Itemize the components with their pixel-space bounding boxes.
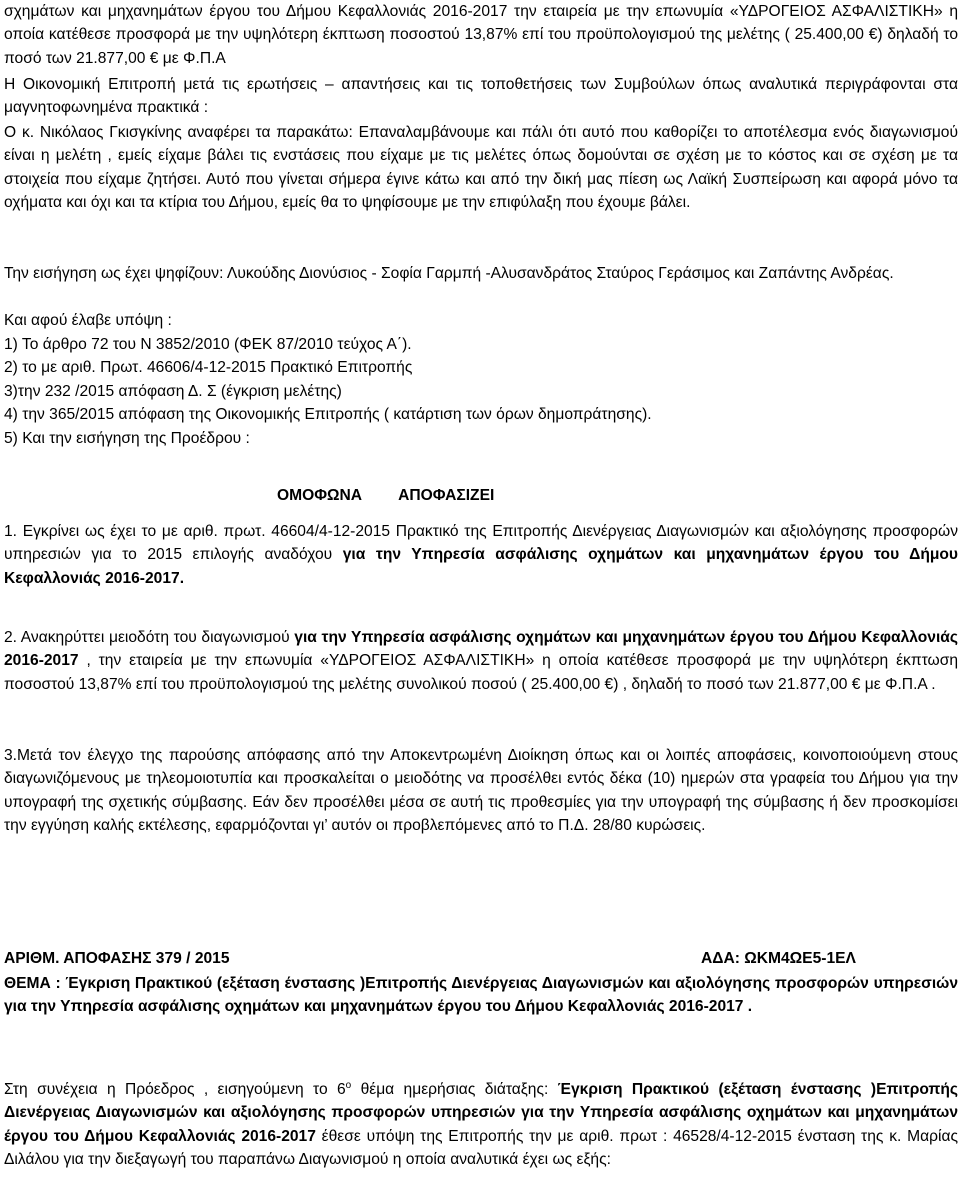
intro-text: Στη συνέχεια η Πρόεδρος , εισηγούμενη το 6 xyxy=(4,1081,346,1098)
intro-subject-bold: Έγκριση Πρακτικού (εξέταση ένστασης )Επιτροπής Διενέργειας Διαγωνισμών και αξιολόγησης προσφορών υπηρεσιών για την Υπηρεσία ασφάλισης οχημάτων και μηχανημάτων έργου του Δήμου Κεφαλλονιάς 2016-2017 xyxy=(4,1081,959,1145)
decision-1-text: 1. Εγκρίνει ως έχει το με αριθ. πρωτ. 46604/4-12-2015 Πρακτικό της Επιτροπής Διενέργειας Διαγωνισμών και αξιολόγησης προσφορών υπηρεσιών για το 2015 επιλογής αναδόχου xyxy=(4,523,958,564)
decision-item-2 xyxy=(4,626,958,696)
decision-1-bold: για την Υπηρεσία ασφάλισης οχημάτων και μηχανημάτων έργου του Δήμου Κεφαλλονιάς 2016-2017. xyxy=(4,546,958,587)
paragraph-continuation: σχημάτων και μηχανημάτων έργου του Δήμου Κεφαλλονιάς 2016-2017 την εταιρεία με την επωνυμία «ΥΔΡΟΓΕΙΟΣ ΑΣΦΑΛΙΣΤΙΚΗ» η οποία κατέθεσε προσφορά με την υψηλότερη έκπτωση ποσοστού 13,87% επί του προϋπολογισμού της μελέτης ( 25.400,00 €) δηλαδή το ποσό των 21.877,00 € με Φ.Π.Α xyxy=(4,3,958,67)
list-item: 2) το με αριθ. Πρωτ. 46606/4-12-2015 Πρακτικό Επιτροπής xyxy=(4,359,413,376)
subject: ΘΕΜΑ : Έγκριση Πρακτικού (εξέταση ένστασης )Επιτροπής Διενέργειας Διαγωνισμών και αξιολόγησης προσφορών υπηρεσιών για την Υπηρεσία ασφάλισης οχημάτων και μηχανημάτων έργου του Δήμου Κεφαλλονιάς 2016-2017 . xyxy=(4,975,958,1016)
paragraph-vote: Την εισήγηση ως έχει ψηφίζουν: Λυκούδης Διονύσιος - Σοφία Γαρμπή -Αλυσανδράτος Σταύρος Γεράσιμος και Ζαπάντης Ανδρέας. xyxy=(4,265,894,282)
decision-heading-decides: ΑΠΟΦΑΣΙΖΕΙ xyxy=(398,487,495,504)
decision-meta xyxy=(4,947,958,970)
list-item: 3)την 232 /2015 απόφαση Δ. Σ (έγκριση μελέτης) xyxy=(4,383,342,400)
intro-text-2: θέμα ημερήσιας διάταξης: xyxy=(351,1081,558,1098)
decision-2-bold: για την Υπηρεσία ασφάλισης οχημάτων και μηχανημάτων έργου του Δήμου Κεφαλλονιάς 2016-2017 xyxy=(4,629,958,670)
considering-label: Και αφού έλαβε υπόψη : xyxy=(4,312,172,329)
paragraph-councillor-statement: Ο κ. Νικόλαος Γκισγκίνης αναφέρει τα παρακάτω: Επαναλαμβάνουμε και πάλι ότι αυτό που καθορίζει το αποτέλεσμα ενός διαγωνισμού είναι η μελέτη , εμείς είχαμε βάλει τις ενστάσεις που είχαμε με τις μελέτες όπως δομούνται σε σχέση με το κόστος και σε σχέση με τα στοιχεία που είχαμε ζητήσει. Αυτό που γίνεται σήμερα έγινε κάτω και από την δική μας πίεση ως Λαϊκή Συσπείρωση και αφορά μόνο τα οχήματα και όχι και τα κτίρια του Δήμου, εμείς θα το ψηφίσουμε με την επιφύλαξη που έχουμε βάλει. xyxy=(4,124,958,212)
list-item: 1) Το άρθρο 72 του Ν 3852/2010 (ΦΕΚ 87/2010 τεύχος Α΄). xyxy=(4,336,412,353)
paragraph-committee: Η Οικονομική Επιτροπή μετά τις ερωτήσεις – απαντήσεις και τις τοποθετήσεις των Συμβούλων όπως αναλυτικά περιγράφονται στα μαγνητοφωνημένα πρακτικά : xyxy=(4,76,958,117)
decision-heading-unanimous: ΟΜΟΦΩΝΑ xyxy=(277,487,363,504)
decision-number: ΑΡΙΘΜ. ΑΠΟΦΑΣΗΣ 379 / 2015 xyxy=(4,950,230,967)
decision-item-3: 3.Μετά τον έλεγχο της παρούσης απόφασης από την Αποκεντρωμένη Διοίκηση όπως και οι λοιπές αποφάσεις, κοινοποιούμενη στους διαγωνιζόμενους με τηλεομοιοτυπία και προσκαλείται ο μειοδότης να προσέλθει εντός δέκα (10) ημερών στα γραφεία του Δήμου για την υπογραφή της σχετικής σύμβασης. Εάν δεν προσέλθει μέσα σε αυτή τις προθεσμίες για την υπογραφή της σύμβασης ή δεν προσκομίσει την εγγύηση καλής εκτέλεσης, εφαρμόζονται γι’ αυτόν οι προβλεπόμενες από το Π.Δ. 28/80 κυρώσεις. xyxy=(4,747,958,835)
decision-heading xyxy=(277,484,494,507)
intro-text-3: έθεσε υπόψη της Επιτροπής την με αριθ. πρωτ : 46528/4-12-2015 ένσταση της κ. Μαρίας Διλάλου για την διεξαγωγή του παραπάνω Διαγωνισμού η οποία αναλυτικά έχει ως εξής: xyxy=(4,1127,958,1169)
ada-code: ΑΔΑ: ΩΚΜ4ΩΕ5-1ΕΛ xyxy=(701,950,856,967)
list-item: 5) Και την εισήγηση της Προέδρου : xyxy=(4,430,250,447)
list-item: 4) την 365/2015 απόφαση της Οικονομικής Επιτροπής ( κατάρτιση των όρων δημοπράτησης). xyxy=(4,406,652,423)
decision-item-1 xyxy=(4,520,958,590)
intro-paragraph xyxy=(4,1078,958,1172)
ordinal-superscript: ο xyxy=(345,1079,352,1091)
decision-2-rest: , την εταιρεία με την επωνυμία «ΥΔΡΟΓΕΙΟΣ ΑΣΦΑΛΙΣΤΙΚΗ» η οποία κατέθεσε προσφορά με την υψηλότερη έκπτωση ποσοστού 13,87% επί του προϋπολογισμού της μελέτης συνολικού ποσού ( 25.400,00 €) , δηλαδή το ποσό των 21.877,00 € με Φ.Π.Α . xyxy=(4,652,958,693)
decision-2-text: 2. Ανακηρύττει μειοδότη του διαγωνισμού xyxy=(4,629,295,646)
